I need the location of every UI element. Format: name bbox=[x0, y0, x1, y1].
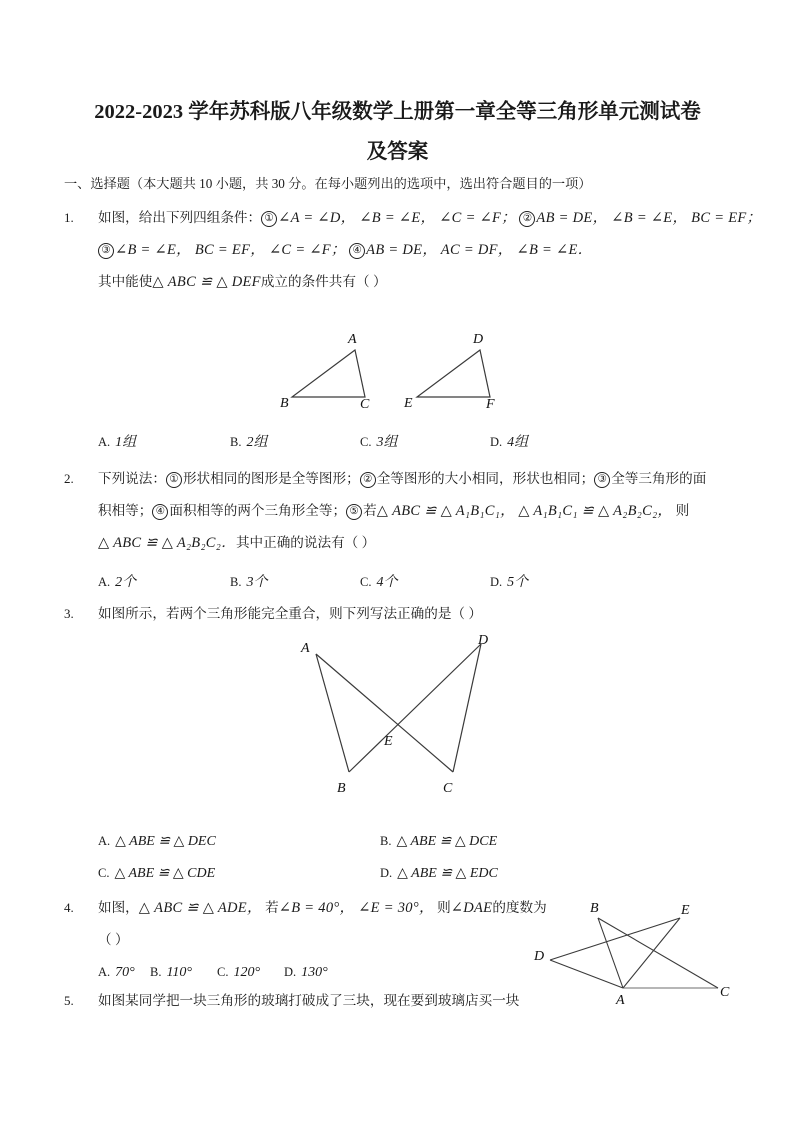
question-1-line-1 bbox=[98, 202, 762, 234]
question-1-line-3 bbox=[98, 266, 743, 298]
page-title bbox=[60, 92, 735, 172]
q4-label-A: A bbox=[616, 993, 625, 1008]
question-3-figure bbox=[285, 632, 510, 802]
q2-option-c-unit: 个 bbox=[383, 575, 398, 590]
q1-label-B: B bbox=[280, 396, 289, 411]
q1-option-c[interactable] bbox=[360, 427, 397, 458]
q1-prefix: 如图，给出下列四组条件： bbox=[98, 210, 262, 225]
question-2-body bbox=[98, 463, 743, 559]
q1-option-d-unit: 组 bbox=[514, 435, 529, 450]
q4-option-d-label: D. bbox=[284, 965, 297, 979]
question-1-body bbox=[98, 202, 762, 298]
q2-option-a-label: A. bbox=[98, 575, 111, 589]
circled-3-icon: ③ bbox=[98, 243, 114, 259]
q4-option-a-value: 70° bbox=[115, 965, 135, 980]
q1-option-b-unit: 组 bbox=[253, 435, 268, 450]
q3-option-a[interactable] bbox=[98, 826, 216, 857]
question-5-line-1: 如图某同学把一块三角形的玻璃打破成了三块，现在要到玻璃店买一块 bbox=[98, 993, 520, 1008]
q2-option-a-unit: 个 bbox=[122, 575, 137, 590]
q1-option-d-value: 4 bbox=[507, 435, 515, 450]
q4-label-E: E bbox=[681, 903, 690, 918]
q3-option-a-value: △ ABE ≌ △ DEC bbox=[115, 834, 216, 849]
q3-label-D: D bbox=[478, 633, 489, 648]
q2-option-d-label: D. bbox=[490, 575, 503, 589]
q2-statement-5-math-2: △ A₁B₁C₁ ≌ △ A₂B₂C₂， bbox=[518, 503, 673, 519]
question-4-line-1 bbox=[98, 892, 547, 924]
q4-line1-suffix: 的度数为 bbox=[492, 900, 547, 915]
q4-option-d[interactable] bbox=[284, 957, 328, 988]
q3-option-b[interactable] bbox=[380, 826, 497, 857]
q2-statement-2: 全等图形的大小相同，形状也相同； bbox=[376, 471, 595, 486]
q1-label-C: C bbox=[360, 397, 370, 412]
q4-mid-2: 则 bbox=[437, 900, 451, 915]
q2-option-b-label: B. bbox=[230, 575, 242, 589]
question-2-number: 2. bbox=[64, 471, 74, 486]
q2-option-b-value: 3 bbox=[246, 575, 254, 590]
q4-target-angle: ∠DAE bbox=[450, 900, 493, 916]
q2-statement-1: 形状相同的图形是全等图形； bbox=[182, 471, 360, 486]
title-line-1: 2022-2023 学年苏科版八年级数学上册第一章全等三角形单元测试卷 bbox=[94, 101, 701, 123]
q1-option-d[interactable] bbox=[490, 427, 528, 458]
q1-option-a-value: 1 bbox=[115, 435, 123, 450]
q1-option-d-label: D. bbox=[490, 435, 503, 449]
q3-option-c-value: △ ABE ≌ △ CDE bbox=[114, 866, 216, 881]
circled-1-icon: ① bbox=[261, 211, 277, 227]
q4-option-c[interactable] bbox=[217, 957, 260, 988]
q3-option-d-value: △ ABE ≌ △ EDC bbox=[397, 866, 498, 881]
q1-option-c-label: C. bbox=[360, 435, 372, 449]
q4-option-b-value: 110° bbox=[166, 965, 193, 980]
q4-label-D: D bbox=[534, 949, 545, 964]
q3-option-b-label: B. bbox=[380, 834, 392, 848]
q2-option-d[interactable] bbox=[490, 567, 528, 598]
q2-option-c-value: 4 bbox=[376, 575, 384, 590]
q3-option-a-label: A. bbox=[98, 834, 111, 848]
q1-condition-3: ∠B = ∠E， BC = EF， ∠C = ∠F； bbox=[115, 242, 346, 258]
q2-option-d-unit: 个 bbox=[514, 575, 529, 590]
q3-option-d-label: D. bbox=[380, 866, 393, 880]
q1-option-a-label: A. bbox=[98, 435, 111, 449]
q2-statement-5-suffix: 则 bbox=[675, 503, 690, 518]
q2-statement-5-prefix: 若 bbox=[363, 503, 377, 518]
question-4-body bbox=[98, 892, 547, 956]
q4-option-b-label: B. bbox=[150, 965, 162, 979]
question-1-line-2 bbox=[98, 234, 743, 266]
q1-congruence: △ ABC ≌ △ DEF bbox=[152, 274, 261, 290]
circled-4-icon: ④ bbox=[349, 243, 365, 259]
q2-statement-3: 全等三角形的面 bbox=[611, 471, 707, 486]
q4-option-b[interactable] bbox=[150, 957, 192, 988]
q3-label-A: A bbox=[301, 641, 310, 656]
q1-option-c-value: 3 bbox=[376, 435, 384, 450]
q4-option-c-label: C. bbox=[217, 965, 229, 979]
q1-option-b-value: 2 bbox=[246, 435, 254, 450]
q4-label-C: C bbox=[720, 985, 730, 1000]
q1-label-F: F bbox=[486, 397, 495, 412]
question-3-body bbox=[98, 598, 743, 630]
title-line-2: 及答案 bbox=[366, 141, 429, 163]
q1-option-b[interactable] bbox=[230, 427, 267, 458]
q2-line3-suffix: 其中正确的说法有（ ） bbox=[235, 535, 376, 550]
q1-line3-suffix: 成立的条件共有（ ） bbox=[260, 274, 387, 289]
question-3-line-1: 如图所示，若两个三角形能完全重合，则下列写法正确的是（ ） bbox=[98, 606, 483, 621]
circled-1-icon: ① bbox=[166, 472, 182, 488]
q1-condition-4: AB = DE， AC = DF， ∠B = ∠E． bbox=[366, 242, 593, 258]
circled-2-icon: ② bbox=[360, 472, 376, 488]
q1-option-c-unit: 组 bbox=[383, 435, 398, 450]
q4-angles: ∠B = 40°， ∠E = 30°， bbox=[278, 900, 434, 916]
circled-3-icon: ③ bbox=[594, 472, 610, 488]
q1-line3-prefix: 其中能使 bbox=[98, 274, 153, 289]
q1-condition-2: AB = DE， ∠B = ∠E， BC = EF； bbox=[536, 210, 762, 226]
circled-2-icon: ② bbox=[519, 211, 535, 227]
q2-statement-4: 面积相等的两个三角形全等； bbox=[169, 503, 347, 518]
question-1-figure bbox=[280, 325, 530, 415]
q2-option-b[interactable] bbox=[230, 567, 267, 598]
q3-option-c[interactable] bbox=[98, 858, 215, 889]
question-2-line-3 bbox=[98, 527, 743, 559]
q4-option-c-value: 120° bbox=[233, 965, 261, 980]
q1-option-a[interactable] bbox=[98, 427, 136, 458]
q2-prefix: 下列说法： bbox=[98, 471, 166, 486]
q4-option-d-value: 130° bbox=[301, 965, 328, 980]
section-header-choice: 一、选择题（本大题共 10 小题，共 30 分。在每小题列出的选项中，选出符合题目的一项） bbox=[64, 176, 592, 191]
q2-option-d-value: 5 bbox=[507, 575, 515, 590]
q2-option-c-label: C. bbox=[360, 575, 372, 589]
q1-label-A: A bbox=[348, 332, 357, 347]
q4-prefix: 如图， bbox=[98, 900, 139, 915]
q2-conclusion-math: △ ABC ≌ △ A₂B₂C₂． bbox=[98, 535, 236, 551]
q4-option-a-label: A. bbox=[98, 965, 111, 979]
q1-condition-1: ∠A = ∠D， ∠B = ∠E， ∠C = ∠F； bbox=[278, 210, 516, 226]
q4-congruence: △ ABC ≌ △ ADE， bbox=[138, 900, 262, 916]
q4-option-a[interactable] bbox=[98, 957, 135, 988]
q4-label-B: B bbox=[590, 901, 599, 916]
circled-4-icon: ④ bbox=[152, 504, 168, 520]
question-4-line-2: （ ） bbox=[98, 932, 129, 947]
q1-option-b-label: B. bbox=[230, 435, 242, 449]
q2-statement-5-math-1: △ ABC ≌ △ A₁B₁C₁， bbox=[376, 503, 515, 519]
question-2-line-2 bbox=[98, 495, 743, 527]
q2-option-b-unit: 个 bbox=[253, 575, 268, 590]
q2-statement-3-cont: 积相等； bbox=[98, 503, 153, 518]
q4-mid-1: 若 bbox=[265, 900, 279, 915]
q1-label-E: E bbox=[404, 396, 413, 411]
q3-label-E: E bbox=[384, 734, 393, 749]
q1-label-D: D bbox=[473, 332, 484, 347]
circled-5-icon: ⑤ bbox=[346, 504, 362, 520]
question-2-line-1 bbox=[98, 463, 743, 495]
q3-option-b-value: △ ABE ≌ △ DCE bbox=[396, 834, 498, 849]
question-1-number: 1. bbox=[64, 210, 74, 225]
q3-label-C: C bbox=[443, 781, 453, 796]
q2-option-a[interactable] bbox=[98, 567, 136, 598]
q3-option-c-label: C. bbox=[98, 866, 110, 880]
q1-option-a-unit: 组 bbox=[122, 435, 137, 450]
q2-option-a-value: 2 bbox=[115, 575, 123, 590]
question-5-body bbox=[98, 985, 658, 1017]
question-5-number: 5. bbox=[64, 993, 74, 1008]
question-3-number: 3. bbox=[64, 606, 74, 621]
q2-option-c[interactable] bbox=[360, 567, 397, 598]
question-4-number: 4. bbox=[64, 900, 74, 915]
q3-option-d[interactable] bbox=[380, 858, 498, 889]
q3-label-B: B bbox=[337, 781, 346, 796]
